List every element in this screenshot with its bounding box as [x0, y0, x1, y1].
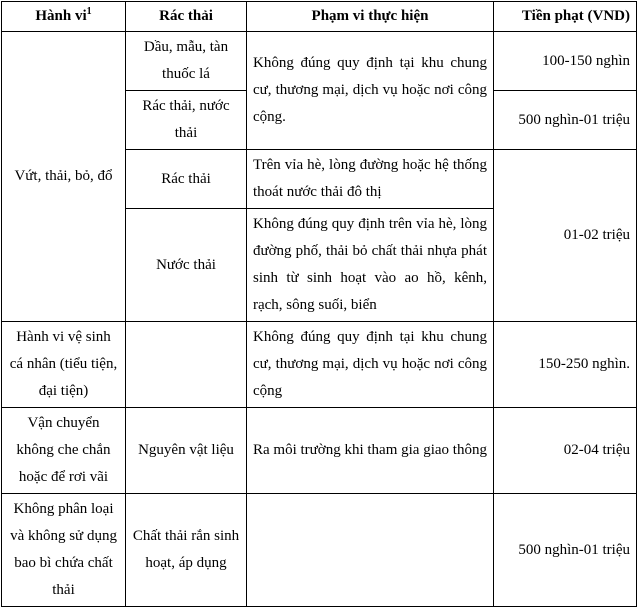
cell-behavior: Vứt, thải, bỏ, đổ — [2, 32, 126, 322]
cell-waste: Nguyên vật liệu — [126, 408, 247, 494]
cell-scope: Không đúng quy định trên vỉa hè, lòng đường phố, thải bỏ chất thải nhựa phát sinh từ sinh hoạt vào ao hồ, kênh, rạch, sông suối, biển — [247, 209, 494, 322]
cell-waste: Nước thải — [126, 209, 247, 322]
header-row — [2, 2, 637, 32]
table-row — [2, 322, 637, 408]
cell-behavior: Hành vi vệ sinh cá nhân (tiểu tiện, đại tiện) — [2, 322, 126, 408]
cell-waste: Rác thải — [126, 150, 247, 209]
cell-waste: Dầu, mẫu, tàn thuốc lá — [126, 32, 247, 91]
cell-fine: 100-150 nghìn — [494, 32, 637, 91]
table-row — [2, 32, 637, 91]
cell-fine: 02-04 triệu — [494, 408, 637, 494]
cell-fine: 01-02 triệu — [494, 150, 637, 322]
table-row — [2, 408, 637, 494]
header-behavior: Hành $vi^1$ — [2, 2, 126, 32]
header-scope: Phạm vi thực hiện — [247, 2, 494, 32]
cell-fine: 500 nghìn-01 triệu — [494, 494, 637, 607]
cell-fine: 150-250 nghìn. — [494, 322, 637, 408]
cell-behavior: Không phân loại và không sử dụng bao bì chứa chất thải — [2, 494, 126, 607]
cell-scope: Trên vỉa hè, lòng đường hoặc hệ thống thoát nước thải đô thị — [247, 150, 494, 209]
cell-waste — [126, 322, 247, 408]
header-waste: Rác thải — [126, 2, 247, 32]
cell-waste: Rác thải, nước thải — [126, 91, 247, 150]
fines-table — [1, 1, 637, 607]
header-fine: Tiền phạt (VND) — [494, 2, 637, 32]
cell-scope: Không đúng quy định tại khu chung cư, thương mại, dịch vụ hoặc nơi công cộng. — [247, 32, 494, 150]
footnote-marker: 1 — [86, 6, 92, 17]
cell-scope: Không đúng quy định tại khu chung cư, thương mại, dịch vụ hoặc nơi công cộng — [247, 322, 494, 408]
cell-fine: 500 nghìn-01 triệu — [494, 91, 637, 150]
cell-behavior: Vận chuyển không che chắn hoặc để rơi vãi — [2, 408, 126, 494]
cell-waste: Chất thải rắn sinh hoạt, áp dụng — [126, 494, 247, 607]
cell-scope: Ra môi trường khi tham gia giao thông — [247, 408, 494, 494]
